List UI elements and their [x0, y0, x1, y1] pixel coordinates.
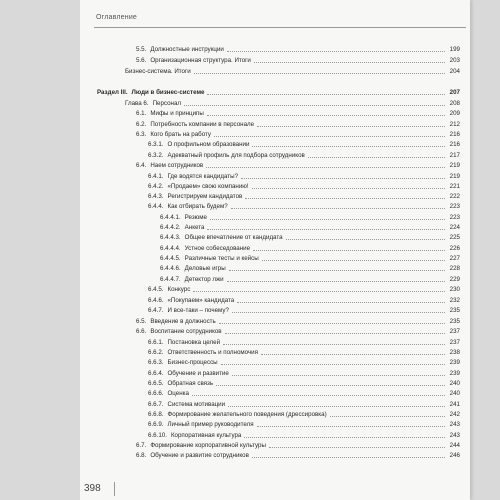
toc-entry-title: Где водятся кандидаты?	[167, 173, 239, 180]
toc-entry-page: 235	[449, 318, 460, 325]
toc-entry-page: 232	[449, 297, 460, 304]
toc-entry-number: 6.6.8.	[148, 411, 164, 418]
dot-leader	[261, 354, 445, 355]
toc-entry	[148, 141, 460, 149]
dot-leader	[330, 416, 445, 417]
toc-entry-title: Различные тесты и кейсы	[184, 255, 259, 262]
dot-leader	[207, 115, 445, 116]
toc-entry	[160, 245, 460, 253]
toc-entry	[148, 359, 460, 367]
toc-entry	[148, 307, 460, 315]
toc-entry	[136, 121, 460, 129]
toc-entry-title: Обратная связь	[167, 380, 214, 387]
dot-leader	[269, 447, 445, 448]
toc-entry-page: 237	[449, 328, 460, 335]
dot-leader	[221, 364, 445, 365]
toc-entry-title: Устное собеседование	[184, 245, 251, 252]
dot-leader	[231, 208, 445, 209]
toc-entry	[160, 234, 460, 242]
dot-leader	[192, 395, 445, 396]
toc-entry-title: Потребность компании в персонале	[150, 121, 255, 128]
toc-entry-page: 223	[449, 203, 460, 210]
toc-entry-page: 217	[449, 152, 460, 159]
toc-entry-page: 229	[449, 276, 460, 283]
toc-entry	[148, 432, 460, 440]
toc-entry	[136, 110, 460, 118]
toc-entry-page: 244	[449, 442, 460, 449]
toc-entry	[148, 349, 460, 357]
toc-entry-title: Оценка	[167, 390, 189, 397]
toc-entry-number: 6.4.4.1.	[160, 214, 181, 221]
toc-entry-number: 6.6.4.	[148, 370, 164, 377]
toc-entry	[136, 442, 460, 450]
toc-entry-number: Глава 6.	[125, 100, 149, 107]
toc-entry	[160, 255, 460, 263]
page-number: 398	[84, 483, 101, 494]
toc-entry-page: 226	[449, 245, 460, 252]
toc-entry-title: Общее впечатление от кандидата	[184, 234, 283, 241]
toc-entry-title: Адекватный профиль для подбора сотрудников	[167, 152, 305, 159]
toc-entry-title: Постановка целей	[167, 339, 221, 346]
toc-entry-page: 242	[449, 411, 460, 418]
dot-leader	[252, 457, 445, 458]
toc-entry-title: Бизнес-система. Итоги	[125, 68, 191, 75]
toc-entry-number: 6.4.6.	[148, 297, 164, 304]
toc-entry	[148, 297, 460, 305]
toc-entry-title: Воспитание сотрудников	[150, 328, 222, 335]
toc-entry-title: Деловые игры	[184, 265, 226, 272]
toc-entry-title: Резюме	[184, 214, 207, 221]
toc-entry-number: 6.6.2.	[148, 349, 164, 356]
toc-entry-number: 6.1.	[136, 110, 147, 117]
toc-entry-number: 6.4.4.2.	[160, 224, 181, 231]
toc-entry	[136, 131, 460, 139]
toc-entry-title: Обучение и развитие сотрудников	[150, 452, 249, 459]
toc-entry	[125, 100, 460, 108]
toc-entry-title: Мифы и принципы	[150, 110, 204, 117]
toc-entry-title: Ответственность и полномочия	[167, 349, 258, 356]
toc-entry-page: 221	[449, 183, 460, 190]
toc-entry	[148, 203, 460, 211]
dot-leader	[244, 437, 445, 438]
toc-entry-number: 6.6.9.	[148, 421, 164, 428]
dot-leader	[229, 270, 445, 271]
dot-leader	[308, 157, 445, 158]
toc-entry-number: Раздел III.	[97, 89, 128, 96]
toc-entry-title: Бизнес-процессы	[167, 359, 218, 366]
dot-leader	[206, 167, 445, 168]
toc-entry-number: 6.6.	[136, 328, 147, 335]
toc-entry	[125, 68, 460, 76]
toc-entry	[148, 286, 460, 294]
toc-entry	[136, 328, 460, 336]
toc-entry	[148, 390, 460, 398]
toc-entry	[148, 193, 460, 201]
toc-entry-title: Наем сотрудников	[150, 162, 204, 169]
dot-leader	[257, 126, 445, 127]
toc-entry-number: 6.6.7.	[148, 401, 164, 408]
toc-entry-number: 6.4.4.	[148, 203, 164, 210]
toc-entry-page: 219	[449, 173, 460, 180]
toc-entry-number: 6.4.2.	[148, 183, 164, 190]
toc-entry	[136, 46, 460, 54]
toc-entry-title: Личный пример руководителя	[167, 421, 254, 428]
toc-entry-title: Организационная структура. Итоги	[150, 57, 251, 64]
toc-entry-title: Система мотивации	[167, 401, 226, 408]
toc-entry-page: 239	[449, 359, 460, 366]
toc-entry-number: 6.8.	[136, 452, 147, 459]
toc-entry-page: 225	[449, 234, 460, 241]
toc-entry-number: 6.4.4.5.	[160, 255, 181, 262]
toc-entry-number: 6.3.	[136, 131, 147, 138]
toc-entry	[148, 370, 460, 378]
toc-entry-title: Формирование желательного поведения (дрессировка)	[167, 411, 327, 418]
toc-entry-number: 5.6.	[136, 57, 147, 64]
toc-entry-title: Персонал	[152, 100, 181, 107]
toc-entry-page: 209	[449, 110, 460, 117]
toc-entry	[136, 162, 460, 170]
toc-entry-page: 219	[449, 162, 460, 169]
dot-leader	[262, 260, 445, 261]
dot-leader	[254, 62, 445, 63]
toc-entry	[148, 401, 460, 409]
toc-entry-number: 5.5.	[136, 46, 147, 53]
toc-entry	[97, 89, 460, 97]
toc-entry-page: 212	[449, 121, 460, 128]
toc-entry	[160, 265, 460, 273]
toc-entry	[148, 411, 460, 419]
toc-entry-page: 243	[449, 432, 460, 439]
toc-entry	[160, 214, 460, 222]
toc-entry	[148, 421, 460, 429]
toc-entry-number: 6.6.3.	[148, 359, 164, 366]
toc-entry	[136, 318, 460, 326]
toc-entry	[160, 224, 460, 232]
toc-entry-number: 6.6.6.	[148, 390, 164, 397]
toc-entry-page: 243	[449, 421, 460, 428]
toc-entry-title: Кого брать на работу	[150, 131, 212, 138]
toc-entry-page: 237	[449, 339, 460, 346]
toc-entry-number: 6.2.	[136, 121, 147, 128]
toc-entry-page: 235	[449, 307, 460, 314]
toc-entry-page: 204	[449, 68, 460, 75]
toc-entry-number: 6.4.	[136, 162, 147, 169]
dot-leader	[241, 178, 445, 179]
toc-entry-page: 207	[449, 89, 460, 96]
dot-leader	[216, 385, 445, 386]
toc-entry-title: Регистрируем кандидатов	[167, 193, 243, 200]
dot-leader	[184, 105, 445, 106]
toc-entry-number: 6.3.1.	[148, 141, 164, 148]
dot-leader	[214, 136, 445, 137]
toc-entry-page: 230	[449, 286, 460, 293]
toc-entry-title: Должностные инструкции	[150, 46, 224, 53]
dot-leader	[252, 146, 445, 147]
toc-entry-page: 228	[449, 265, 460, 272]
toc-entry-number: 6.4.5.	[148, 286, 164, 293]
toc-entry-page: 238	[449, 349, 460, 356]
toc-entry	[136, 452, 460, 460]
toc-entry-number: 6.4.4.7.	[160, 276, 181, 283]
toc-entry-page: 216	[449, 141, 460, 148]
dot-leader	[232, 312, 445, 313]
toc-entry-number: 6.6.1.	[148, 339, 164, 346]
toc-entry-number: 6.4.4.6.	[160, 265, 181, 272]
dot-leader	[207, 94, 445, 95]
dot-leader	[253, 250, 445, 251]
toc-entry-number: 6.4.1.	[148, 173, 164, 180]
dot-leader	[245, 198, 445, 199]
toc-entry	[148, 339, 460, 347]
toc-entry-page: 216	[449, 131, 460, 138]
dot-leader	[286, 239, 445, 240]
folio-divider	[114, 482, 115, 496]
dot-leader	[227, 51, 445, 52]
dot-leader	[223, 344, 445, 345]
dot-leader	[194, 73, 445, 74]
toc-entry-number: 6.4.4.4.	[160, 245, 181, 252]
toc-entry	[148, 380, 460, 388]
toc-entry-title: «Продаем» свою компанию!	[167, 183, 249, 190]
dot-leader	[232, 375, 445, 376]
toc-entry-title: Детектор лжи	[184, 276, 224, 283]
toc-entry-page: 208	[449, 100, 460, 107]
toc-entry-number: 6.7.	[136, 442, 147, 449]
toc-entry-page: 240	[449, 380, 460, 387]
dot-leader	[252, 188, 445, 189]
toc-entry-page: 199	[449, 46, 460, 53]
dot-leader	[228, 406, 445, 407]
dot-leader	[225, 333, 445, 334]
toc-entry-page: 241	[449, 401, 460, 408]
toc-entry-title: Формирование корпоративной культуры	[150, 442, 266, 449]
toc-entry-title: Корпоративная культура	[170, 432, 242, 439]
toc-entry-page: 224	[449, 224, 460, 231]
toc-entry	[136, 57, 460, 65]
toc-entry-title: Анкета	[184, 224, 205, 231]
toc-entry-page: 240	[449, 390, 460, 397]
dot-leader	[227, 281, 445, 282]
toc-entry-title: Люди в бизнес-системе	[131, 89, 205, 96]
toc-entry-number: 6.3.2.	[148, 152, 164, 159]
toc-entry-title: Конкурс	[167, 286, 191, 293]
toc-entry	[160, 276, 460, 284]
toc-entry-page: 222	[449, 193, 460, 200]
toc-entry-title: Как отбирать будем?	[167, 203, 228, 210]
dot-leader	[210, 219, 445, 220]
toc-entry-page: 227	[449, 255, 460, 262]
toc-entry	[148, 183, 460, 191]
toc-entry-title: И все-таки – почему?	[167, 307, 229, 314]
toc-entry-title: О профильном образовании	[167, 141, 250, 148]
dot-leader	[237, 302, 445, 303]
toc-entry	[148, 173, 460, 181]
dot-leader	[207, 229, 445, 230]
toc-entry-number: 6.6.5.	[148, 380, 164, 387]
toc-entry-page: 239	[449, 370, 460, 377]
toc-entry-page: 203	[449, 57, 460, 64]
toc-entry-number: 6.6.10.	[148, 432, 167, 439]
toc-entry-number: 6.4.3.	[148, 193, 164, 200]
toc-entry-number: 6.5.	[136, 318, 147, 325]
dot-leader	[257, 426, 445, 427]
toc-entry-number: 6.4.7.	[148, 307, 164, 314]
dot-leader	[193, 291, 445, 292]
toc-entry-title: «Покупаем» кандидата	[167, 297, 235, 304]
dot-leader	[219, 323, 445, 324]
toc-entry-title: Введение в должность	[150, 318, 216, 325]
toc-entry-number: 6.4.4.3.	[160, 234, 181, 241]
toc-entry	[148, 152, 460, 160]
running-head: Оглавление	[96, 14, 138, 21]
toc-entry-title: Обучение и развитие	[167, 370, 229, 377]
toc-entry-page: 246	[449, 452, 460, 459]
toc-entry-page: 223	[449, 214, 460, 221]
